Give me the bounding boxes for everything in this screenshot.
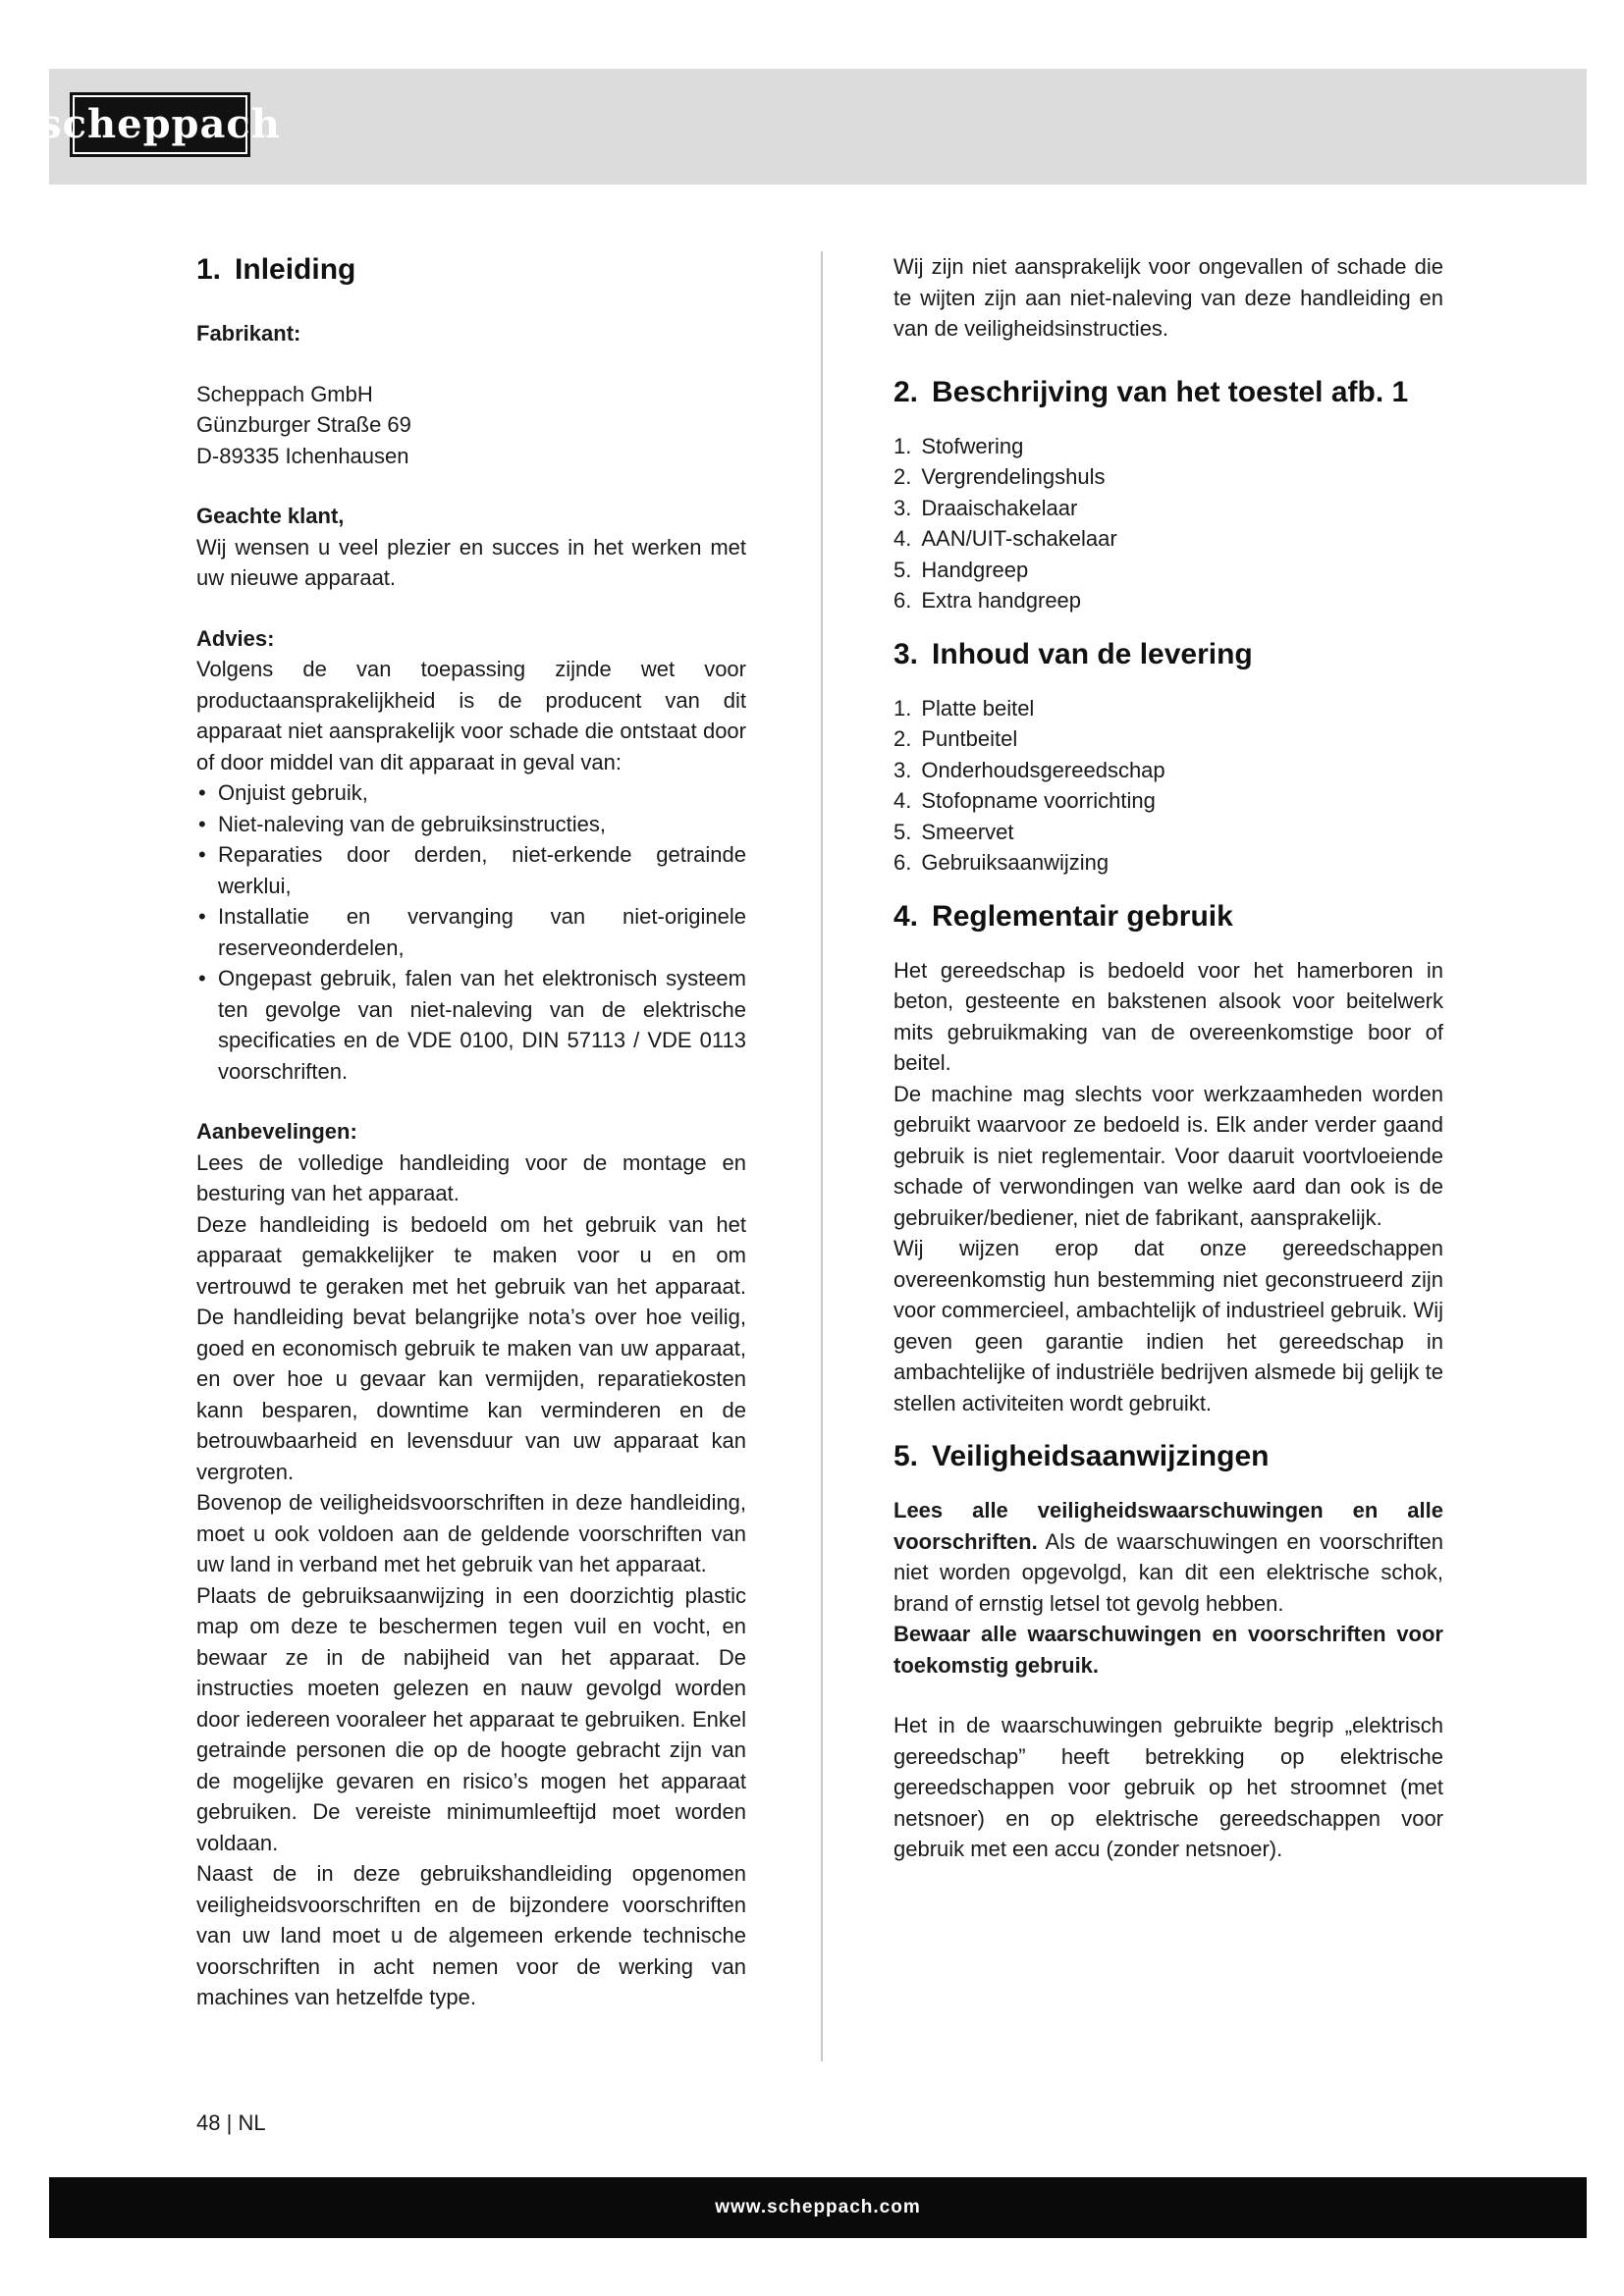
item-text: Stofopname voorrichting bbox=[921, 788, 1156, 813]
scheppach-logo bbox=[39, 92, 281, 157]
greeting-label: Geachte klant, bbox=[196, 504, 345, 528]
section-number: 5. bbox=[893, 1440, 919, 1472]
item-text: Smeervet bbox=[921, 819, 1014, 844]
safety-definition: Het in de waarschuwingen gebruikte begrip „elektrisch gereedschap” heeft betrekking op elektrische gereedschappen voor gebruik op het stroomnet (met netsnoer) en op elektrische gereedschappen voor gebruik met een accu (zonder netsnoer). bbox=[893, 1713, 1443, 1861]
list-item bbox=[893, 523, 1443, 555]
address-block bbox=[196, 379, 746, 472]
section-number: 3. bbox=[893, 637, 919, 670]
item-number: 4. bbox=[893, 788, 912, 813]
intro-text: Wij zijn niet aansprakelijk voor ongevallen of schade die te wijten zijn aan niet-naleving van deze handleiding en van de veiligheidsinstructies. bbox=[893, 254, 1443, 341]
greeting-text: Wij wensen u veel plezier en succes in het werken met uw nieuwe apparaat. bbox=[196, 534, 746, 590]
list-item: • Reparaties door derden, niet-erkende getrainde werklui, bbox=[196, 839, 746, 901]
list-item bbox=[893, 693, 1443, 724]
advies-list bbox=[196, 777, 746, 1087]
item-number: 1. bbox=[893, 695, 912, 721]
list-item bbox=[893, 431, 1443, 462]
section-number: 4. bbox=[893, 899, 919, 933]
section-number: 1. bbox=[196, 253, 222, 286]
item-text: Platte beitel bbox=[921, 695, 1035, 721]
item-number: 5. bbox=[893, 557, 912, 582]
paragraph: Het gereedschap is bedoeld voor het hamerboren in beton, gesteente en bakstenen alsook voor beitelwerk mits gebruikmaking van de overeenkomstige boor of beitel. bbox=[893, 957, 1443, 1075]
header-band bbox=[39, 69, 1587, 185]
paragraph: De machine mag slechts voor werkzaamheden worden gebruikt waarvoor ze bedoeld is. Elk ander verder gaand gebruik is niet reglementair. Voor daaruit voortvloeiende schade of verwondingen van welke aard dan ook is de gebruiker/bediener, niet de fabrikant, aansprakelijk. bbox=[893, 1081, 1443, 1230]
list-item bbox=[893, 585, 1443, 616]
item-number: 3. bbox=[893, 495, 912, 520]
list-item bbox=[893, 785, 1443, 817]
safety-keep-instructions: Bewaar alle waarschuwingen en voorschriften voor toekomstig gebruik. bbox=[893, 1622, 1443, 1678]
delivery-list bbox=[893, 693, 1443, 879]
section-5-heading bbox=[893, 1438, 1443, 1475]
section-2-heading bbox=[893, 374, 1443, 411]
page-number bbox=[196, 2110, 266, 2136]
item-text: Extra handgreep bbox=[921, 588, 1082, 613]
item-number: 6. bbox=[893, 850, 912, 875]
section-title: Inleiding bbox=[235, 253, 356, 286]
section-title: Veiligheidsaanwijzingen bbox=[932, 1440, 1270, 1472]
section-3-heading bbox=[893, 636, 1443, 673]
paragraph: Plaats de gebruiksaanwijzing in een doorzichtig plastic map om deze te beschermen tegen vuil en vocht, en bewaar ze in de nabijheid van het apparaat. De instructies moeten gelezen en nauw gevolgd worden door iedereen vooraleer het apparaat te gebruiken. Enkel getrainde personen die op de hoogte gebracht zijn van de mogelijke gevaren en risico’s mogen het apparaat gebruiken. De vereiste minimumleeftijd moet worden voldaan. bbox=[196, 1582, 746, 1855]
paragraph: Lees de volledige handleiding voor de montage en besturing van het apparaat. bbox=[196, 1149, 746, 1205]
page-num: 48 bbox=[196, 2110, 221, 2135]
safety-bold-lead: Lees alle veiligheidswaarschuwingen en alle voorschriften. bbox=[893, 1498, 1443, 1554]
section-title: Reglementair gebruik bbox=[932, 899, 1233, 933]
section-number: 2. bbox=[893, 375, 919, 408]
advies-text: Volgens de van toepassing zijnde wet voor productaansprakelijkheid is de producent van dit apparaat niet aansprakelijk voor schade die ontstaat door of door middel van dit apparaat in geval van: bbox=[196, 657, 746, 774]
list-item bbox=[893, 461, 1443, 493]
item-text: Stofwering bbox=[921, 433, 1024, 458]
column-divider bbox=[821, 251, 823, 2061]
list-item bbox=[893, 723, 1443, 755]
item-number: 6. bbox=[893, 588, 912, 613]
item-number: 2. bbox=[893, 726, 912, 751]
section-title: Inhoud van de levering bbox=[932, 637, 1253, 670]
footer-band bbox=[49, 2177, 1587, 2238]
item-text: Draaischakelaar bbox=[921, 495, 1078, 520]
item-text: Vergrendelingshuls bbox=[921, 464, 1106, 489]
item-number: 2. bbox=[893, 464, 912, 489]
fabrikant-label: Fabrikant: bbox=[196, 321, 301, 346]
item-number: 5. bbox=[893, 819, 912, 844]
section-4-heading bbox=[893, 898, 1443, 935]
list-item bbox=[893, 555, 1443, 586]
list-item: • Onjuist gebruik, bbox=[196, 777, 746, 809]
list-item bbox=[893, 847, 1443, 879]
list-item bbox=[893, 755, 1443, 786]
item-text: Onderhoudsgereedschap bbox=[921, 757, 1165, 782]
logo-text: scheppach bbox=[73, 95, 247, 154]
list-item: • Installatie en vervanging van niet-originele reserveonderdelen, bbox=[196, 901, 746, 963]
aanbevelingen-label: Aanbevelingen: bbox=[196, 1119, 357, 1144]
parts-list bbox=[893, 431, 1443, 616]
safety-paragraph bbox=[893, 1495, 1443, 1619]
item-number: 3. bbox=[893, 757, 912, 782]
address-line: Günzburger Straße 69 bbox=[196, 412, 411, 437]
item-number: 4. bbox=[893, 526, 912, 551]
paragraph: Deze handleiding is bedoeld om het gebruik van het apparaat gemakkelijker te maken voor u en om vertrouwd te geraken met het gebruik van het apparaat. De handleiding bevat belangrijke nota’s over hoe veilig, goed en economisch gebruik te maken van uw apparaat, en over hoe u gevaar kan vermijden, reparatiekosten kann besparen, downtime kan verminderen en de betrouwbaarheid en levensduur van uw apparaat kan vergroten. bbox=[196, 1211, 746, 1484]
website-link[interactable]: www.scheppach.com bbox=[715, 2197, 921, 2217]
item-text: AAN/UIT-schakelaar bbox=[921, 526, 1117, 551]
item-number: 1. bbox=[893, 433, 912, 458]
section-title: Beschrijving van het toestel afb. 1 bbox=[932, 375, 1409, 408]
list-item: • Ongepast gebruik, falen van het elektronisch systeem ten gevolge van niet-naleving van de elektrische specificaties en de VDE 0100, DIN 57113 / VDE 0113 voorschriften. bbox=[196, 963, 746, 1087]
right-column bbox=[893, 251, 1443, 1865]
list-item bbox=[893, 817, 1443, 848]
paragraph: Wij wijzen erop dat onze gereedschappen overeenkomstig hun bestemming niet geconstrueerd zijn voor commercieel, ambachtelijk of industrieel gebruik. Wij geven geen garantie indien het gereedschap in ambachtelijke of industriële bedrijven alsmede bij gelijk te stellen activiteiten wordt gebruikt. bbox=[893, 1236, 1443, 1415]
left-column bbox=[196, 251, 746, 2013]
paragraph: Bovenop de veiligheidsvoorschriften in deze handleiding, moet u ook voldoen aan de geldende voorschriften van uw land in verband met het gebruik van het apparaat. bbox=[196, 1490, 746, 1576]
list-item: • Niet-naleving van de gebruiksinstructies, bbox=[196, 809, 746, 840]
advies-label: Advies: bbox=[196, 625, 275, 651]
address-line: Scheppach GmbH bbox=[196, 381, 373, 406]
page-separator: | bbox=[226, 2110, 233, 2135]
section-1-heading bbox=[196, 251, 746, 289]
item-text: Handgreep bbox=[921, 557, 1029, 582]
address-line: D-89335 Ichenhausen bbox=[196, 443, 409, 468]
page-language: NL bbox=[238, 2110, 266, 2135]
list-item bbox=[893, 493, 1443, 524]
paragraph: Naast de in deze gebruikshandleiding opgenomen veiligheidsvoorschriften en de bijzondere voorschriften van uw land moet u de algemeen erkende technische voorschriften in acht nemen voor de werking van machines van hetzelfde type. bbox=[196, 1861, 746, 2009]
safety-text: Als de waarschuwingen en voorschriften niet worden opgevolgd, kan dit een elektrische schok, brand of ernstig letsel tot gevolg hebben. bbox=[893, 1528, 1443, 1616]
item-text: Gebruiksaanwijzing bbox=[921, 850, 1110, 875]
item-text: Puntbeitel bbox=[921, 726, 1018, 751]
